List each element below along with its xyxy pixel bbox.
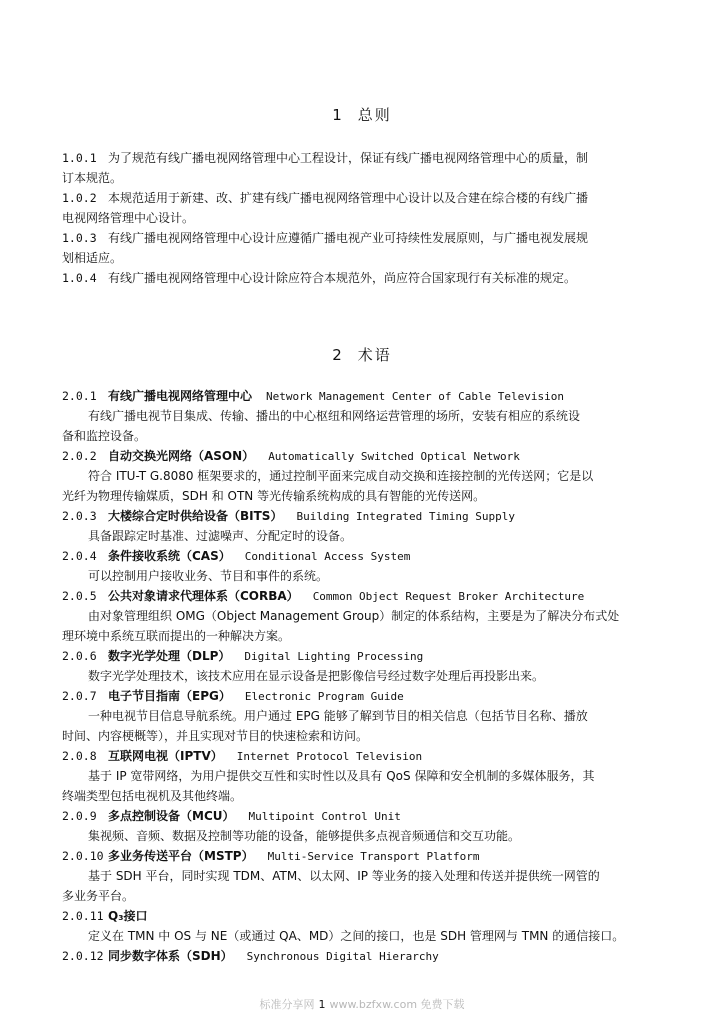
term-code: 2.0.4: [62, 549, 97, 563]
watermark-url: www.bzfxw.com 免费下载: [329, 998, 465, 1011]
term-definition: 有线广播电视节目集成、传输、播出的中心枢纽和网络运营管理的场所，安装有相应的系统设: [88, 409, 581, 423]
term-code: 2.0.11: [62, 909, 104, 923]
clause-code: 1.0.4: [62, 271, 97, 285]
clause-1-0-2: [62, 188, 662, 208]
term-2-0-1: [62, 386, 662, 407]
term-definition: 具备跟踪定时基准、过滤噪声、分配定时的设备。: [88, 529, 353, 543]
term-definition-cont: 备和监控设备。: [62, 429, 147, 443]
term-definition: 集视频、音频、数据及控制等功能的设备，能够提供多点视音频通信和交互功能。: [88, 829, 521, 843]
term-2-0-10: [62, 846, 662, 867]
term-english: Automatically Switched Optical Network: [268, 450, 520, 463]
term-chinese: 同步数字体系（SDH）: [108, 949, 233, 963]
term-english: Synchronous Digital Hierarchy: [246, 950, 439, 963]
clause-1-0-3-cont: 划相适应。: [62, 251, 123, 265]
section-title: 总则: [357, 106, 392, 124]
term-code: 2.0.1: [62, 389, 97, 403]
term-2-0-5: [62, 586, 662, 607]
term-code: 2.0.2: [62, 449, 97, 463]
term-chinese: 公共对象请求代理体系（CORBA）: [108, 589, 299, 603]
term-definition-cont: 时间、内容梗概等），并且实现对节目的快速检索和访问。: [62, 729, 369, 743]
term-code: 2.0.5: [62, 589, 97, 603]
term-2-0-4: [62, 546, 662, 567]
clause-1-0-3: [62, 228, 662, 248]
term-2-0-2: [62, 446, 662, 467]
page-number: 1: [318, 998, 326, 1011]
clause-1-0-1-cont: 订本规范。: [62, 171, 123, 185]
clause-1-0-1: [62, 148, 662, 168]
clause-code: 1.0.3: [62, 231, 97, 245]
clause-code: 1.0.1: [62, 151, 97, 165]
term-chinese: 大楼综合定时供给设备（BITS）: [108, 509, 283, 523]
term-definition: 由对象管理组织 OMG（Object Management Group）制定的体系结构，主要是为了解决分布式处: [88, 609, 620, 623]
term-english: Digital Lighting Processing: [244, 650, 424, 663]
term-2-0-7: [62, 686, 662, 707]
term-definition: 一种电视节目信息导航系统。用户通过 EPG 能够了解到节目的相关信息（包括节目名称、播放: [88, 709, 588, 723]
term-definition-cont: 多业务平台。: [62, 889, 135, 903]
term-definition-cont: 终端类型包括电视机及其他终端。: [62, 789, 243, 803]
clause-1-0-4: [62, 268, 662, 288]
clause-text: 有线广播电视网络管理中心设计应遵循广播电视产业可持续性发展原则，与广播电视发展规: [108, 231, 589, 245]
term-code: 2.0.12: [62, 949, 104, 963]
term-definition: 可以控制用户接收业务、节目和事件的系统。: [88, 569, 329, 583]
term-chinese: 多业务传送平台（MSTP）: [108, 849, 254, 863]
term-chinese: 互联网电视（IPTV）: [108, 749, 223, 763]
term-2-0-12: [62, 946, 662, 967]
term-english: Multi-Service Transport Platform: [267, 850, 480, 863]
term-code: 2.0.10: [62, 849, 104, 863]
section-2-heading: [0, 344, 724, 365]
term-english: Conditional Access System: [244, 550, 411, 563]
term-2-0-11: [62, 906, 662, 926]
term-english: Internet Protocol Television: [236, 750, 423, 763]
term-code: 2.0.7: [62, 689, 97, 703]
term-chinese: 多点控制设备（MCU）: [108, 809, 235, 823]
term-2-0-6: [62, 646, 662, 667]
term-definition-cont: 理环境中系统互联而提出的一种解决方案。: [62, 629, 291, 643]
clause-text: 为了规范有线广播电视网络管理中心工程设计，保证有线广播电视网络管理中心的质量，制: [108, 151, 589, 165]
term-definition: 基于 IP 宽带网络，为用户提供交互性和实时性以及具有 QoS 保障和安全机制的多媒体服务，其: [88, 769, 595, 783]
term-chinese: Q₃接口: [108, 909, 148, 923]
clause-1-0-2-cont: 电视网络管理中心设计。: [62, 211, 195, 225]
term-chinese: 有线广播电视网络管理中心: [108, 389, 253, 403]
term-english: Network Management Center of Cable Television: [266, 390, 565, 403]
section-number: 2: [332, 346, 344, 364]
term-english: Common Object Request Broker Architecture: [312, 590, 585, 603]
term-2-0-8: [62, 746, 662, 767]
term-definition: 符合 ITU-T G.8080 框架要求的，通过控制平面来完成自动交换和连接控制的光传送网；它是以: [88, 469, 594, 483]
term-chinese: 数字光学处理（DLP）: [108, 649, 231, 663]
clause-text: 本规范适用于新建、改、扩建有线广播电视网络管理中心设计以及合建在综合楼的有线广播: [108, 191, 589, 205]
term-definition: 基于 SDH 平台，同时实现 TDM、ATM、以太网、IP 等业务的接入处理和传送并提供统一网管的: [88, 869, 600, 883]
watermark-site: 标准分享网: [259, 998, 315, 1011]
section-1-heading: [0, 104, 724, 125]
clause-text: 有线广播电视网络管理中心设计除应符合本规范外，尚应符合国家现行有关标准的规定。: [108, 271, 577, 285]
term-chinese: 条件接收系统（CAS）: [108, 549, 231, 563]
term-english: Building Integrated Timing Supply: [296, 510, 515, 523]
term-code: 2.0.8: [62, 749, 97, 763]
section-title: 术语: [357, 346, 392, 364]
term-code: 2.0.3: [62, 509, 97, 523]
term-definition: 定义在 TMN 中 OS 与 NE（或通过 QA、MD）之间的接口，也是 SDH 管理网与 TMN 的通信接口。: [88, 929, 625, 943]
clause-code: 1.0.2: [62, 191, 97, 205]
section-number: 1: [332, 106, 344, 124]
term-code: 2.0.6: [62, 649, 97, 663]
term-code: 2.0.9: [62, 809, 97, 823]
term-english: Electronic Program Guide: [244, 690, 404, 703]
term-definition-cont: 光纤为物理传输媒质，SDH 和 OTN 等光传输系统构成的具有智能的光传送网。: [62, 489, 486, 503]
term-english: Multipoint Control Unit: [248, 810, 401, 823]
term-2-0-9: [62, 806, 662, 827]
term-chinese: 自动交换光网络（ASON）: [108, 449, 255, 463]
term-definition: 数字光学处理技术，该技术应用在显示设备是把影像信号经过数字处理后再投影出来。: [88, 669, 545, 683]
term-2-0-3: [62, 506, 662, 527]
footer-watermark: [0, 996, 724, 1012]
term-chinese: 电子节目指南（EPG）: [108, 689, 231, 703]
